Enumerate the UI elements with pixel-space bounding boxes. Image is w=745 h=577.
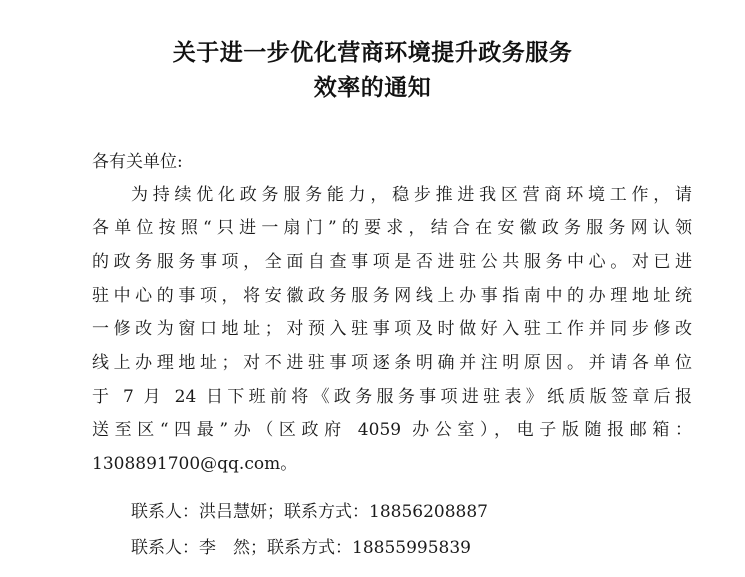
email-address: 1308891700@qq.com。 (92, 454, 298, 474)
body-paragraph-line: 一修改为窗口地址；对预入驻事项及时做好入驻工作并同步修改 (92, 319, 692, 339)
body-paragraph-line: 送至区“四最”办（区政府 4059 办公室），电子版随报邮箱： (92, 420, 692, 440)
body-paragraph-line: 为持续优化政务服务能力，稳步推进我区营商环境工作，请 (131, 185, 692, 205)
contact-line: 联系人：李 然；联系方式：18855995839 (131, 538, 471, 558)
body-paragraph-line: 线上办理地址；对不进驻事项逐条明确并注明原因。并请各单位 (92, 353, 692, 373)
salutation: 各有关单位: (92, 152, 183, 172)
contact-line: 联系人：洪吕慧妍；联系方式：18856208887 (131, 502, 488, 522)
body-paragraph-line: 的政务服务事项，全面自查事项是否进驻公共服务中心。对已进 (92, 252, 692, 272)
body-paragraph-line: 各单位按照“只进一扇门”的要求，结合在安徽政务服务网认领 (92, 218, 692, 238)
document-title-line-1: 关于进一步优化营商环境提升政务服务 (172, 40, 573, 66)
document-title-line-2: 效率的通知 (313, 75, 432, 101)
body-paragraph-line: 驻中心的事项，将安徽政务服务网线上办事指南中的办理地址统 (92, 286, 692, 306)
body-paragraph-line: 于 7 月 24 日下班前将《政务服务事项进驻表》纸质版签章后报 (92, 387, 692, 407)
